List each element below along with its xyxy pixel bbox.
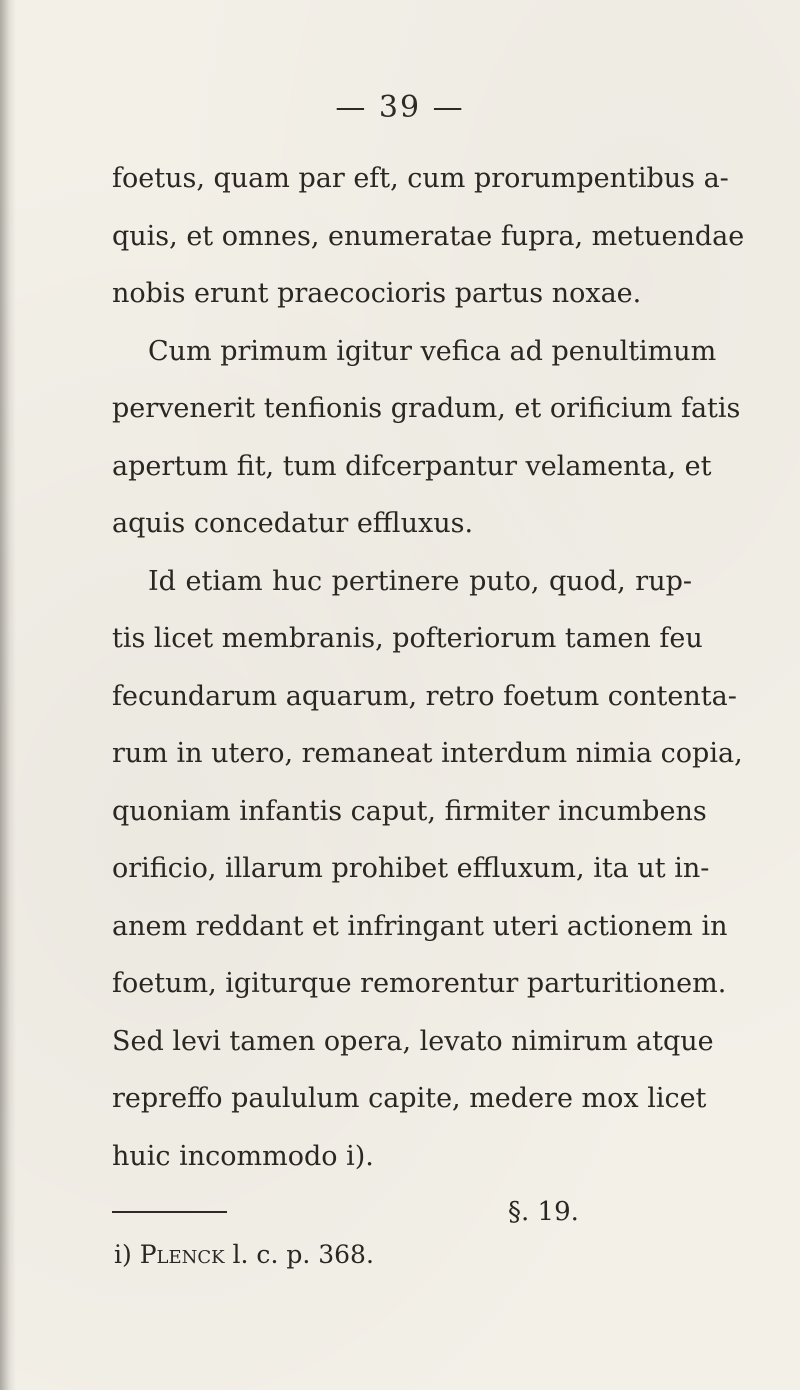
text-line: rum in utero, remaneat interdum nimia copia, (112, 738, 743, 769)
text-line: Sed levi tamen opera, levato nimirum atque (112, 1025, 714, 1057)
page-number-header: — 39 — (335, 90, 465, 125)
text-line: orificio, illarum prohibet effluxum, ita ut in- (112, 853, 710, 884)
text-line: foetum, igiturque remorentur parturitionem. (112, 968, 727, 999)
text-line: repreffo paululum capite, medere mox licet (112, 1083, 707, 1114)
text-line: nobis erunt praecocioris partus noxae. (112, 278, 642, 309)
text-line: huic incommodo i). (112, 1140, 374, 1172)
text-line: pervenerit tenfionis gradum, et orificium fatis (112, 393, 741, 424)
text-line: tis licet membranis, pofteriorum tamen feu (112, 623, 703, 654)
body-text (112, 150, 745, 1275)
footnote (112, 1235, 692, 1275)
text-line: fecundarum aquarum, retro foetum contenta- (112, 680, 737, 712)
spine-shadow (0, 0, 16, 1390)
text-line: anem reddant et infringant uteri actionem in (112, 910, 728, 942)
section-mark: §. 19. (508, 1197, 579, 1227)
footnote-reference: l. c. p. 368. (232, 1240, 374, 1269)
text-line: Cum primum igitur vefica ad penultimum (148, 335, 717, 367)
footnote-rule (112, 1211, 227, 1213)
text-line: aquis concedatur effluxus. (112, 508, 474, 539)
text-line: quoniam infantis caput, firmiter incumbens (112, 795, 707, 827)
section-row (112, 1189, 692, 1235)
text-line: quis, et omnes, enumeratae fupra, metuendae (112, 220, 745, 252)
text-line: apertum fit, tum difcerpantur velamenta, et (112, 450, 712, 482)
footnote-marker: i) (114, 1240, 132, 1269)
footnote-author: Plenck (139, 1240, 225, 1269)
text-line: Id etiam huc pertinere puto, quod, rup- (148, 565, 692, 597)
text-line: foetus, quam par eft, cum prorumpentibus a- (112, 163, 729, 194)
